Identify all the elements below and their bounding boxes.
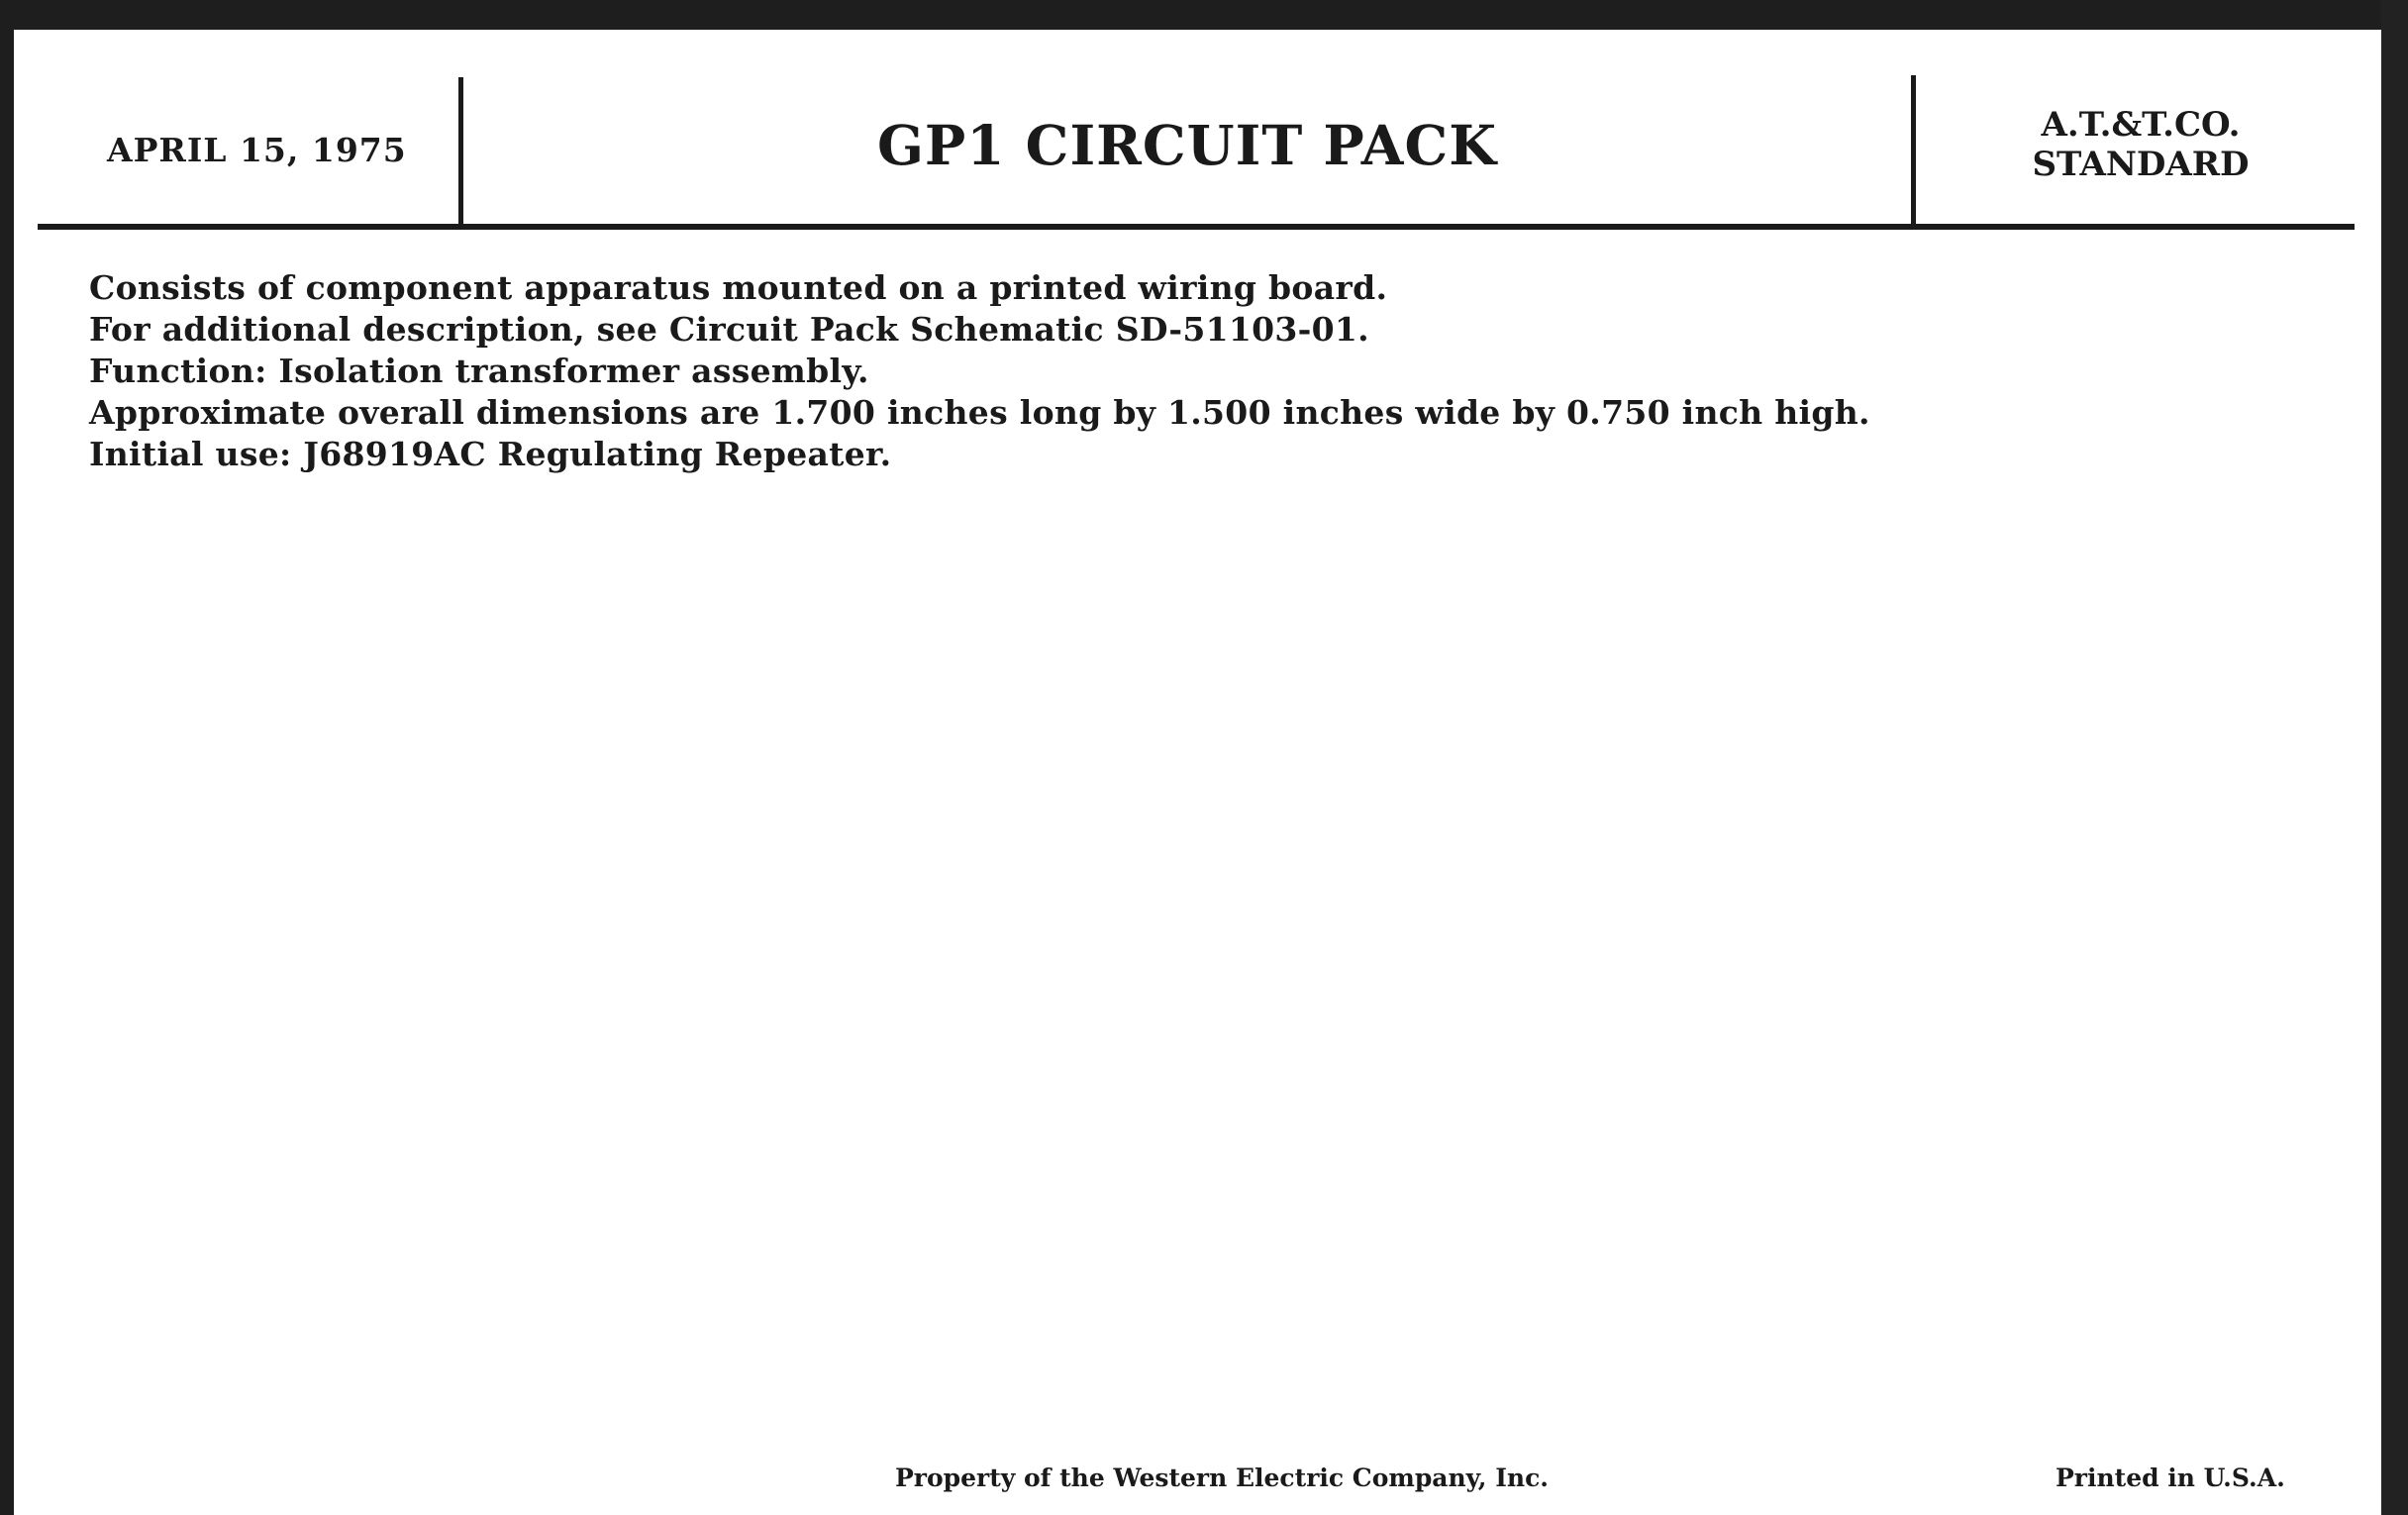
footer-printed: Printed in U.S.A. [2056, 1464, 2285, 1492]
description-text [89, 267, 1870, 475]
document-title: GP1 CIRCUIT PACK [876, 113, 1498, 177]
scan-edge [2381, 0, 2408, 1515]
footer-property: Property of the Western Electric Company, Inc. [895, 1464, 1550, 1492]
standard-line-2: STANDARD [2032, 145, 2250, 184]
document-card [14, 30, 2394, 1515]
standard-line-1: A.T.&T.CO. [2041, 105, 2241, 145]
description-line: Function: Isolation transformer assembly. [89, 352, 869, 390]
description-line: Initial use: J68919AC Regulating Repeater. [89, 435, 892, 473]
description-line: For additional description, see Circuit Pack Schematic SD-51103-01. [89, 310, 1369, 349]
header-rule [38, 224, 2355, 230]
description-line: Consists of component apparatus mounted on a printed wiring board. [89, 268, 1388, 307]
issue-date: APRIL 15, 1975 [107, 131, 407, 169]
standard-label [1916, 105, 2365, 184]
description-line: Approximate overall dimensions are 1.700 inches long by 1.500 inches wide by 0.750 inch high. [89, 393, 1870, 432]
